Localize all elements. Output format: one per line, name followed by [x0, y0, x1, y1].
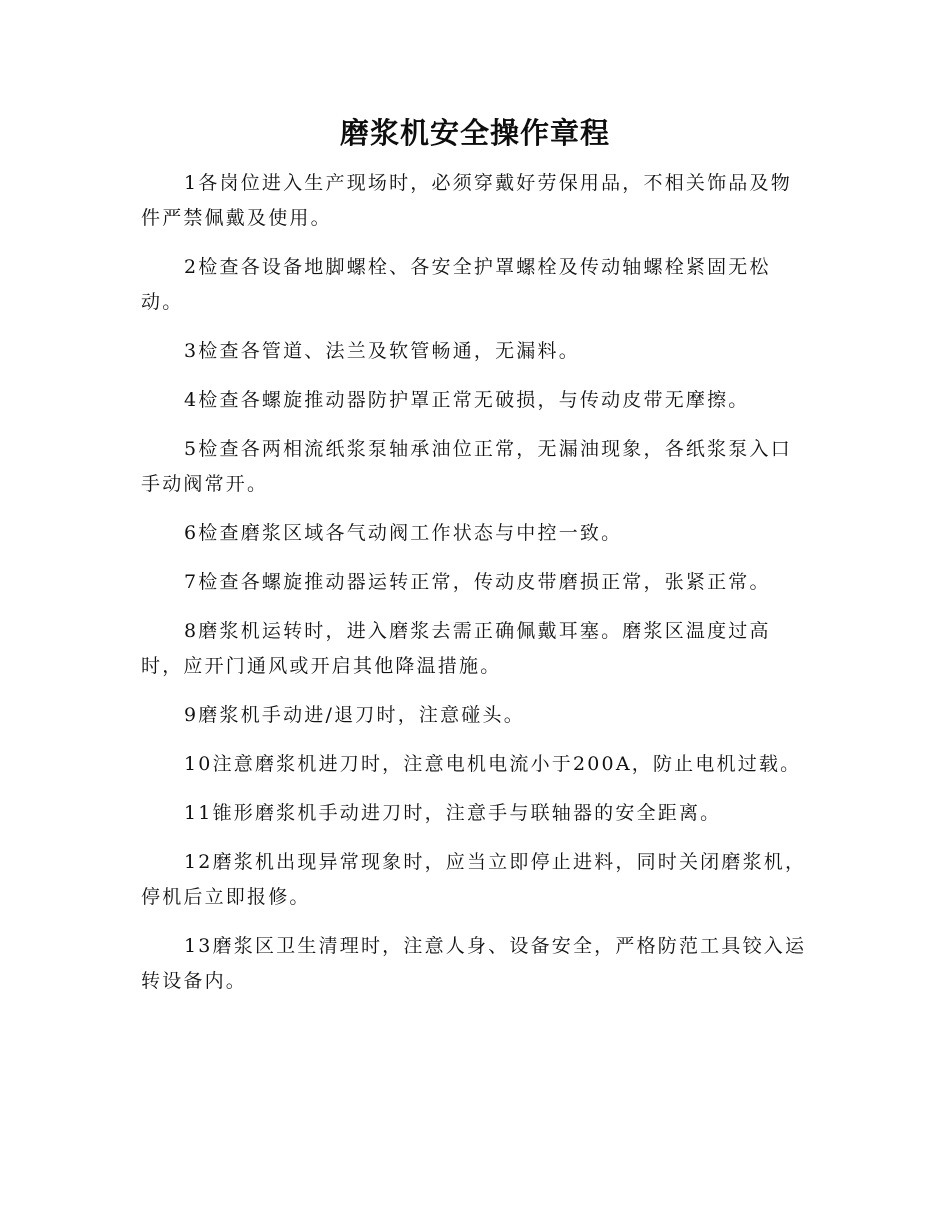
paragraph-5: 5检查各两相流纸浆泵轴承油位正常，无漏油现象，各纸浆泵入口手动阀常开。: [141, 438, 792, 495]
paragraph-9: 9磨浆机手动进/退刀时，注意碰头。: [184, 704, 525, 726]
paragraph-1: 1各岗位进入生产现场时，必须穿戴好劳保用品，不相关饰品及物件严禁佩戴及使用。: [141, 172, 792, 229]
paragraph-8: 8磨浆机运转时，进入磨浆去需正确佩戴耳塞。磨浆区温度过高时，应开门通风或开启其他降温措施。: [141, 620, 771, 677]
paragraph-7: 7检查各螺旋推动器运转正常，传动皮带磨损正常，张紧正常。: [184, 571, 771, 593]
paragraph-10: 10注意磨浆机进刀时，注意电机电流小于200A，防止电机过载。: [184, 753, 802, 775]
document-title: 磨浆机安全操作章程: [339, 116, 610, 150]
paragraph-11: 11锥形磨浆机手动进刀时，注意手与联轴器的安全距离。: [184, 802, 722, 824]
paragraph-12: 12磨浆机出现异常现象时，应当立即停止进料，同时关闭磨浆机，停机后立即报修。: [141, 851, 807, 908]
paragraph-3: 3检查各管道、法兰及软管畅通，无漏料。: [184, 340, 580, 362]
paragraph-4: 4检查各螺旋推动器防护罩正常无破损，与传动皮带无摩擦。: [184, 389, 750, 411]
paragraph-6: 6检查磨浆区域各气动阀工作状态与中控一致。: [184, 522, 623, 544]
paragraph-13: 13磨浆区卫生清理时，注意人身、设备安全，严格防范工具铰入运转设备内。: [141, 935, 807, 992]
paragraph-2: 2检查各设备地脚螺栓、各安全护罩螺栓及传动轴螺栓紧固无松动。: [141, 256, 771, 313]
document-body: [141, 166, 811, 1013]
